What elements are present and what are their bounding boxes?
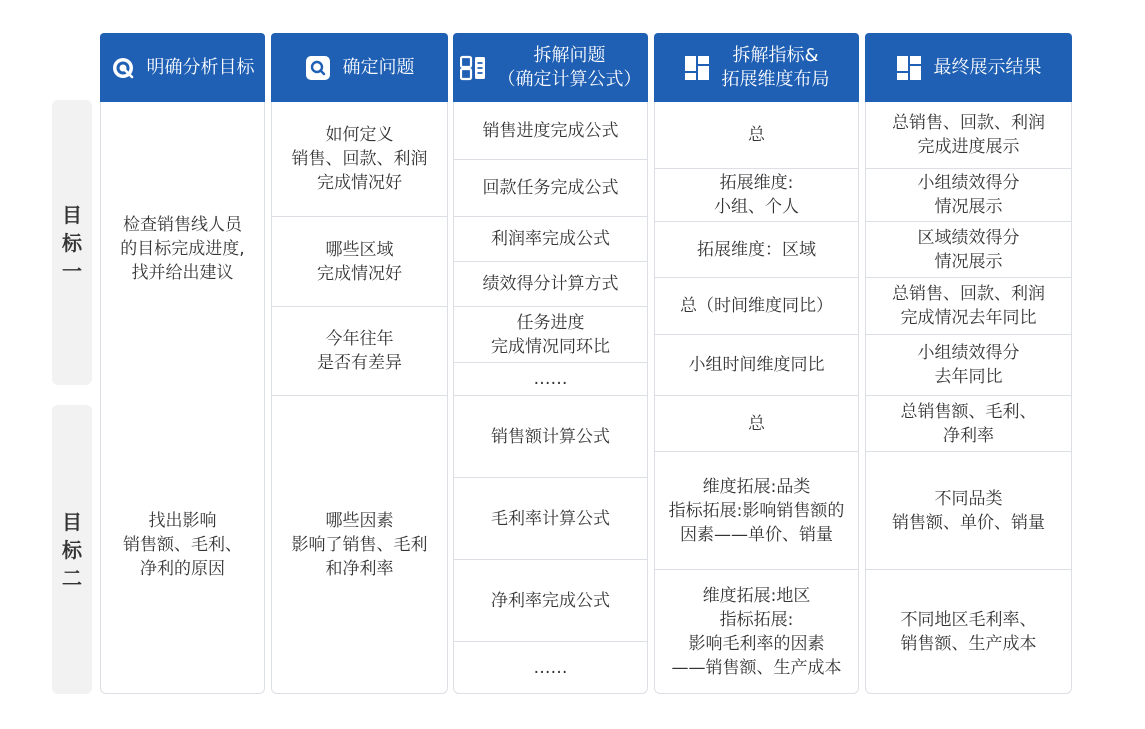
formula-cell: 利润率完成公式 [454, 216, 647, 261]
dimension-cell: 总 [748, 125, 765, 145]
header-metric-dimension [654, 33, 859, 102]
result-cell: 小组绩效得分 情况展示 [866, 168, 1071, 221]
dashboard-icon [896, 55, 922, 81]
header-break-down-problem [453, 33, 648, 102]
goal-one-description: 检查销售线人员 的目标完成进度, 找并给出建议 [120, 214, 245, 283]
dimension-cell: 拓展维度：区域 [655, 221, 858, 277]
goal-two-label-bar [52, 405, 92, 694]
goal-one-label-bar [52, 100, 92, 385]
formula-cell: 回款任务完成公式 [454, 159, 647, 216]
result-cell: 小组绩效得分 去年同比 [866, 334, 1071, 395]
layout-grid-icon [684, 55, 710, 81]
header-define-goal [100, 33, 265, 102]
column-dimensions [654, 102, 859, 694]
dimension-cell: 小组时间维度同比 [655, 334, 858, 395]
goal-one-label: 目标一 [62, 202, 82, 283]
formula-cell: 销售额计算公式 [454, 395, 647, 477]
problem-cell: 哪些因素 影响了销售、毛利 和净利率 [272, 395, 447, 694]
header-label: 最终展示结果 [933, 56, 1042, 78]
goal-two-description: 找出影响 销售额、毛利、 净利的原因 [123, 510, 242, 579]
search-icon [305, 55, 331, 81]
problem-cell: 如何定义 销售、回款、利润 完成情况好 [291, 125, 428, 193]
column-problems [271, 102, 448, 694]
split-formula-icon [460, 55, 486, 81]
header-final-result [865, 33, 1072, 102]
header-label: 明确分析目标 [146, 56, 255, 78]
problem-cell: 今年往年 是否有差异 [272, 306, 447, 395]
dimension-cell: 总（时间维度同比） [655, 277, 858, 334]
column-goals [100, 102, 265, 694]
formula-cell: …… [454, 641, 647, 694]
result-cell: 总销售额、毛利、 净利率 [866, 395, 1071, 451]
dimension-cell: 拓展维度: 小组、个人 [655, 168, 858, 221]
formula-cell: 毛利率计算公式 [454, 477, 647, 559]
header-label: 拆解指标& 拓展维度布局 [721, 44, 830, 90]
header-label: 拆解问题 （确定计算公式） [497, 44, 642, 90]
dimension-cell: 维度拓展:地区 指标拓展: 影响毛利率的因素 ——销售额、生产成本 [655, 569, 858, 694]
header-identify-problem [271, 33, 448, 102]
result-cell: 区域绩效得分 情况展示 [866, 221, 1071, 277]
formula-cell: 净利率完成公式 [454, 559, 647, 641]
formula-cell: …… [454, 362, 647, 395]
dimension-cell: 维度拓展:品类 指标拓展:影响销售额的 因素——单价、销量 [655, 451, 858, 569]
result-cell: 总销售、回款、利润 完成情况去年同比 [866, 277, 1071, 334]
result-cell: 总销售、回款、利润 完成进度展示 [892, 113, 1045, 157]
column-formulas [453, 102, 648, 694]
formula-cell: 绩效得分计算方式 [454, 261, 647, 306]
target-icon [111, 56, 135, 80]
dimension-cell: 总 [655, 395, 858, 451]
problem-cell: 哪些区域 完成情况好 [272, 216, 447, 306]
header-label: 确定问题 [342, 56, 415, 78]
column-results [865, 102, 1072, 694]
formula-cell: 销售进度完成公式 [482, 120, 619, 141]
formula-cell: 任务进度 完成情况同环比 [454, 306, 647, 362]
result-cell: 不同品类 销售额、单价、销量 [866, 451, 1071, 569]
result-cell: 不同地区毛利率、 销售额、生产成本 [866, 569, 1071, 694]
goal-two-label: 目标二 [62, 509, 82, 590]
